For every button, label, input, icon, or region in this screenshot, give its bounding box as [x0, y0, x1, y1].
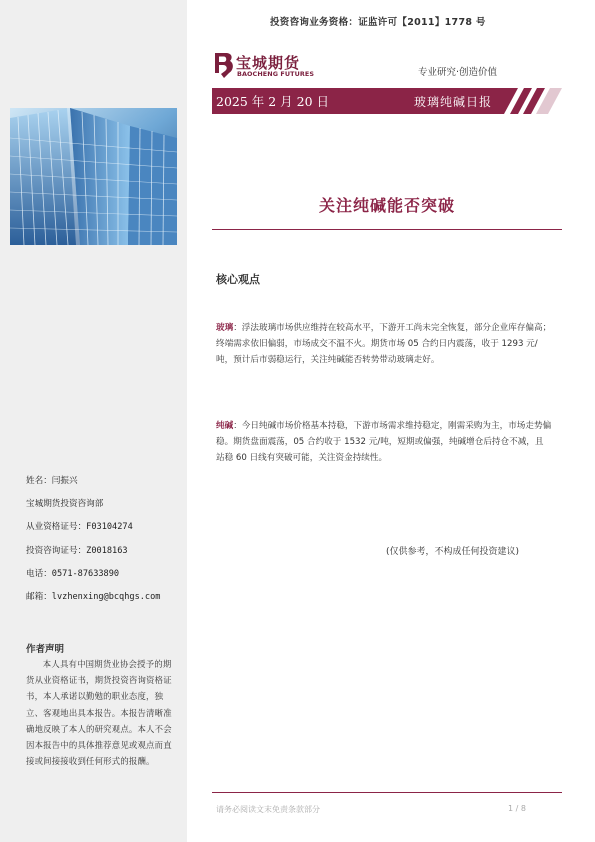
- phone: [26, 567, 119, 579]
- section-heading: 核心观点: [216, 273, 260, 286]
- consulting-label: 投资咨询证号：: [26, 546, 87, 556]
- logo-b-icon: [212, 52, 236, 79]
- phone-value: 0571-87633890: [51, 569, 120, 579]
- report-name: 玻璃纯碱日报: [414, 95, 493, 109]
- qualification-label: 从业资格证号：: [26, 522, 87, 532]
- logo-english-name: BAOCHENG FUTURES: [237, 70, 315, 78]
- report-date: 2025 年 2 月 20 日: [216, 94, 330, 109]
- title-divider: [212, 229, 562, 230]
- author-statement: 本人具有中国期货业协会授予的期货从业资格证书，期货投资咨询资格证书，本人承诺以勤勉的职业态度，独立、客观地出具本报告。本报告清晰准确地反映了本人的研究观点。本人不会因本报告中的具体推荐意见或观点而直接或间接接收到任何形式的报酬。: [26, 659, 172, 767]
- email-value[interactable]: lvzhenxing@bcqhgs.com: [51, 592, 161, 602]
- qualification-value: F03104274: [86, 522, 133, 532]
- paragraph-glass: [216, 320, 552, 368]
- paragraph-lead: 玻璃: [216, 323, 234, 333]
- analyst-name: 姓名：闫振兴: [26, 476, 78, 486]
- consulting-number: [26, 544, 128, 556]
- paragraph-lead: 纯碱: [216, 421, 234, 431]
- email: [26, 590, 160, 602]
- footer-notice: 请务必阅读文末免责条款部分: [216, 805, 320, 814]
- author-statement-heading: 作者声明: [26, 644, 65, 655]
- email-label: 邮箱：: [26, 592, 52, 602]
- slogan: 专业研究·创造价值: [418, 67, 498, 78]
- consulting-value: Z0018163: [86, 546, 128, 556]
- paragraph-soda-ash: [216, 418, 552, 466]
- footer-divider: [212, 792, 562, 793]
- page-title: 关注纯碱能否突破: [318, 196, 455, 215]
- company-logo: [212, 52, 322, 82]
- paragraph-body: ：今日纯碱市场价格基本持稳，下游市场需求维持稳定，刚需采购为主，市场走势偏稳。期货盘面震荡，05 合约收于 1532 元/吨，短期或偏强，纯碱增仓后持仓不减，且站稳 60 日线有突破可能，关注资金持续性。: [216, 421, 552, 463]
- department: 宝城期货投资咨询部: [26, 499, 104, 509]
- paragraph-body: ：浮法玻璃市场供应维持在较高水平，下游开工尚未完全恢复，部分企业库存偏高；终端需求依旧偏弱，市场成交不温不火。期货市场 05 合约日内震荡，收于 1293 元/吨，预计后市弱稳运行，关注纯碱能否转势带动玻璃走好。: [216, 323, 552, 365]
- logo-chinese-name: 宝城期货: [236, 54, 301, 72]
- page-number: 1 / 8: [508, 804, 526, 813]
- disclaimer-note: (仅供参考，不构成任何投资建议): [386, 547, 520, 557]
- phone-label: 电话：: [26, 569, 52, 579]
- license-statement: 投资咨询业务资格：证监许可【2011】1778 号: [270, 17, 486, 28]
- qualification-number: [26, 520, 133, 532]
- building-photo: [10, 108, 177, 245]
